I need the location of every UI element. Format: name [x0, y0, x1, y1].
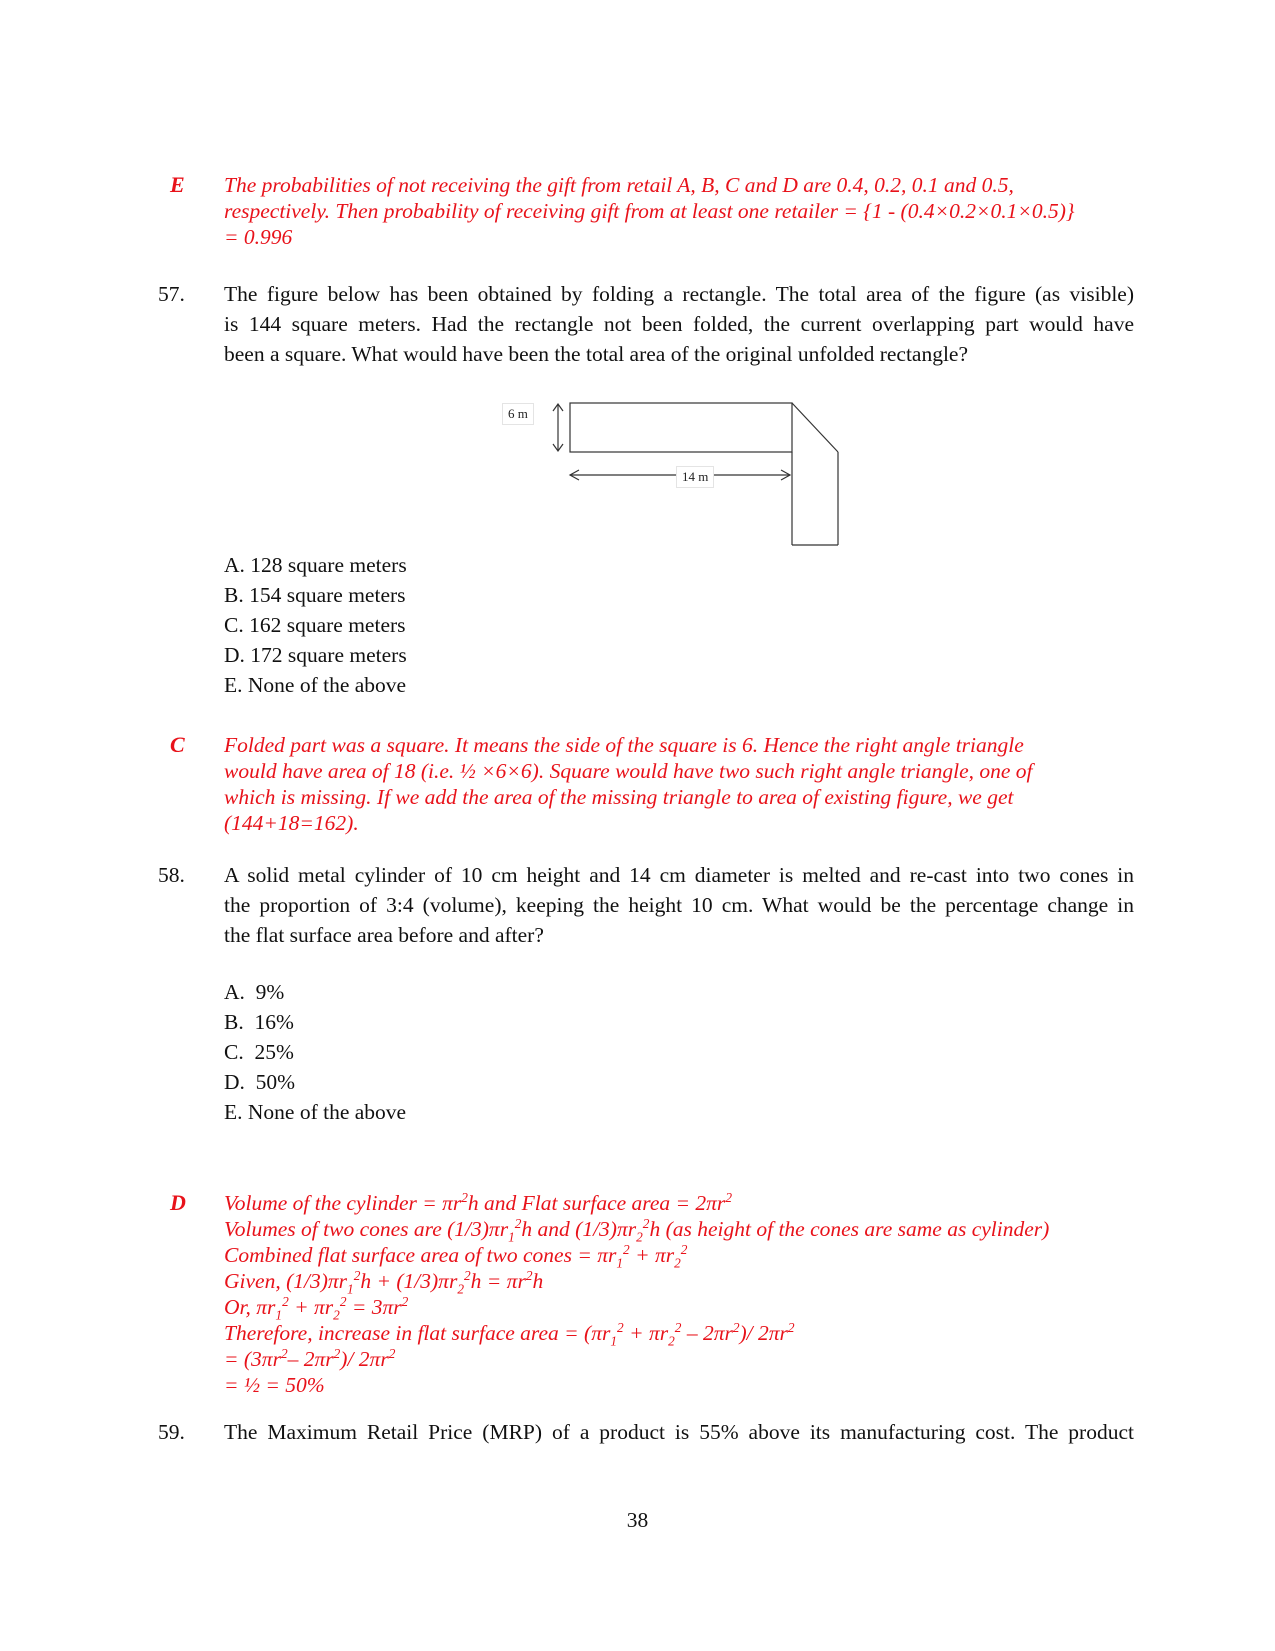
option-57-e: E. None of the above	[224, 673, 407, 697]
answer-58-line-8: = ½ = 50%	[224, 1373, 325, 1397]
answer-58-line-1: Volume of the cylinder = $\pi r^2h$ and Flat surface area = $2\pi r^2$	[224, 1189, 732, 1215]
options-57	[224, 550, 407, 700]
answer-58-line-3: Combined flat surface area of two cones = $\pi r_1^2 + \pi r_2^2$	[224, 1241, 688, 1271]
answer-58-line-5: Or, $\pi r_1^2 + \pi r_2^2 = 3\pi r^2$	[224, 1293, 409, 1323]
height-label: 6 m	[502, 403, 534, 425]
q58-line-2: the proportion of 3:4 (volume), keeping the height 10 cm. What would be the percentage change in	[224, 893, 1134, 917]
q59-line-1: The Maximum Retail Price (MRP) of a product is 55% above its manufacturing cost. The product	[224, 1420, 1134, 1444]
option-58-b: B. 16%	[224, 1010, 294, 1034]
option-58-e: E. None of the above	[224, 1100, 407, 1124]
question-text-59	[224, 1417, 1134, 1447]
answer-57-line-3: which is missing. If we add the area of the missing triangle to area of existing figure, we get	[224, 785, 1014, 809]
question-text-58	[224, 860, 1134, 950]
option-58-a: A. 9%	[224, 980, 285, 1004]
answer-58-line-6: Therefore, increase in flat surface area = $(\pi r_1^2 + \pi r_2^2 - 2\pi r^2)/$ $2\pi r^2$	[224, 1319, 795, 1349]
page-number: 38	[626, 1508, 649, 1532]
option-57-b: B. 154 square meters	[224, 583, 406, 607]
option-58-c: C. 25%	[224, 1040, 294, 1064]
width-label: 14 m	[676, 466, 714, 488]
q57-line-3: been a square. What would have been the total area of the original unfolded rectangle?	[224, 342, 969, 366]
answer-explanation-56	[224, 172, 1144, 250]
options-58	[224, 977, 406, 1127]
question-number-58: 58.	[158, 863, 185, 887]
answer-letter-58: D	[170, 1190, 186, 1215]
option-57-a: A. 128 square meters	[224, 553, 407, 577]
answer-explanation-58	[224, 1190, 1144, 1398]
answer-letter-56: E	[170, 172, 185, 197]
q57-line-1: The figure below has been obtained by folding a rectangle. The total area of the figure (as visible)	[224, 282, 1134, 306]
option-57-c: C. 162 square meters	[224, 613, 406, 637]
answer-58-line-2: Volumes of two cones are $(1/3)\pi r_1^2h$ and $(1/3)\pi r_2^2h$ (as height of the cones are same as cylinder)	[224, 1215, 1050, 1245]
answer-56-line-2: respectively. Then probability of receiving gift from at least one retailer = {1 - (0.4×0.2×0.1×0.5)}	[224, 199, 1075, 223]
q58-line-3: the flat surface area before and after?	[224, 923, 544, 947]
answer-56-line-3: = 0.996	[224, 225, 293, 249]
folded-rectangle-figure	[500, 395, 860, 550]
answer-letter-57: C	[170, 732, 185, 757]
question-number-57: 57.	[158, 282, 185, 306]
option-58-d: D. 50%	[224, 1070, 296, 1094]
answer-56-line-1: The probabilities of not receiving the gift from retail A, B, C and D are 0.4, 0.2, 0.1 and 0.5,	[224, 173, 1014, 197]
option-57-d: D. 172 square meters	[224, 643, 407, 667]
answer-57-line-4: (144+18=162).	[224, 811, 359, 835]
answer-58-line-7: = ($3\pi r^2-$ $2\pi r^2)/$ $2\pi r^2$	[224, 1345, 396, 1371]
q57-line-2: is 144 square meters. Had the rectangle not been folded, the current overlapping part would have	[224, 312, 1134, 336]
question-number-59: 59.	[158, 1420, 185, 1444]
question-text-57	[224, 279, 1134, 369]
answer-57-line-1: Folded part was a square. It means the side of the square is 6. Hence the right angle triangle	[224, 733, 1024, 757]
answer-57-line-2: would have area of 18 (i.e. ½ ×6×6). Square would have two such right angle triangle, one of	[224, 759, 1033, 783]
q58-line-1: A solid metal cylinder of 10 cm height and 14 cm diameter is melted and re-cast into two cones in	[224, 863, 1134, 887]
answer-58-line-4: Given, $(1/3)\pi r_1^2h + (1/3)\pi r_2^2h = \pi r^2h$	[224, 1267, 544, 1297]
answer-explanation-57	[224, 732, 1124, 836]
